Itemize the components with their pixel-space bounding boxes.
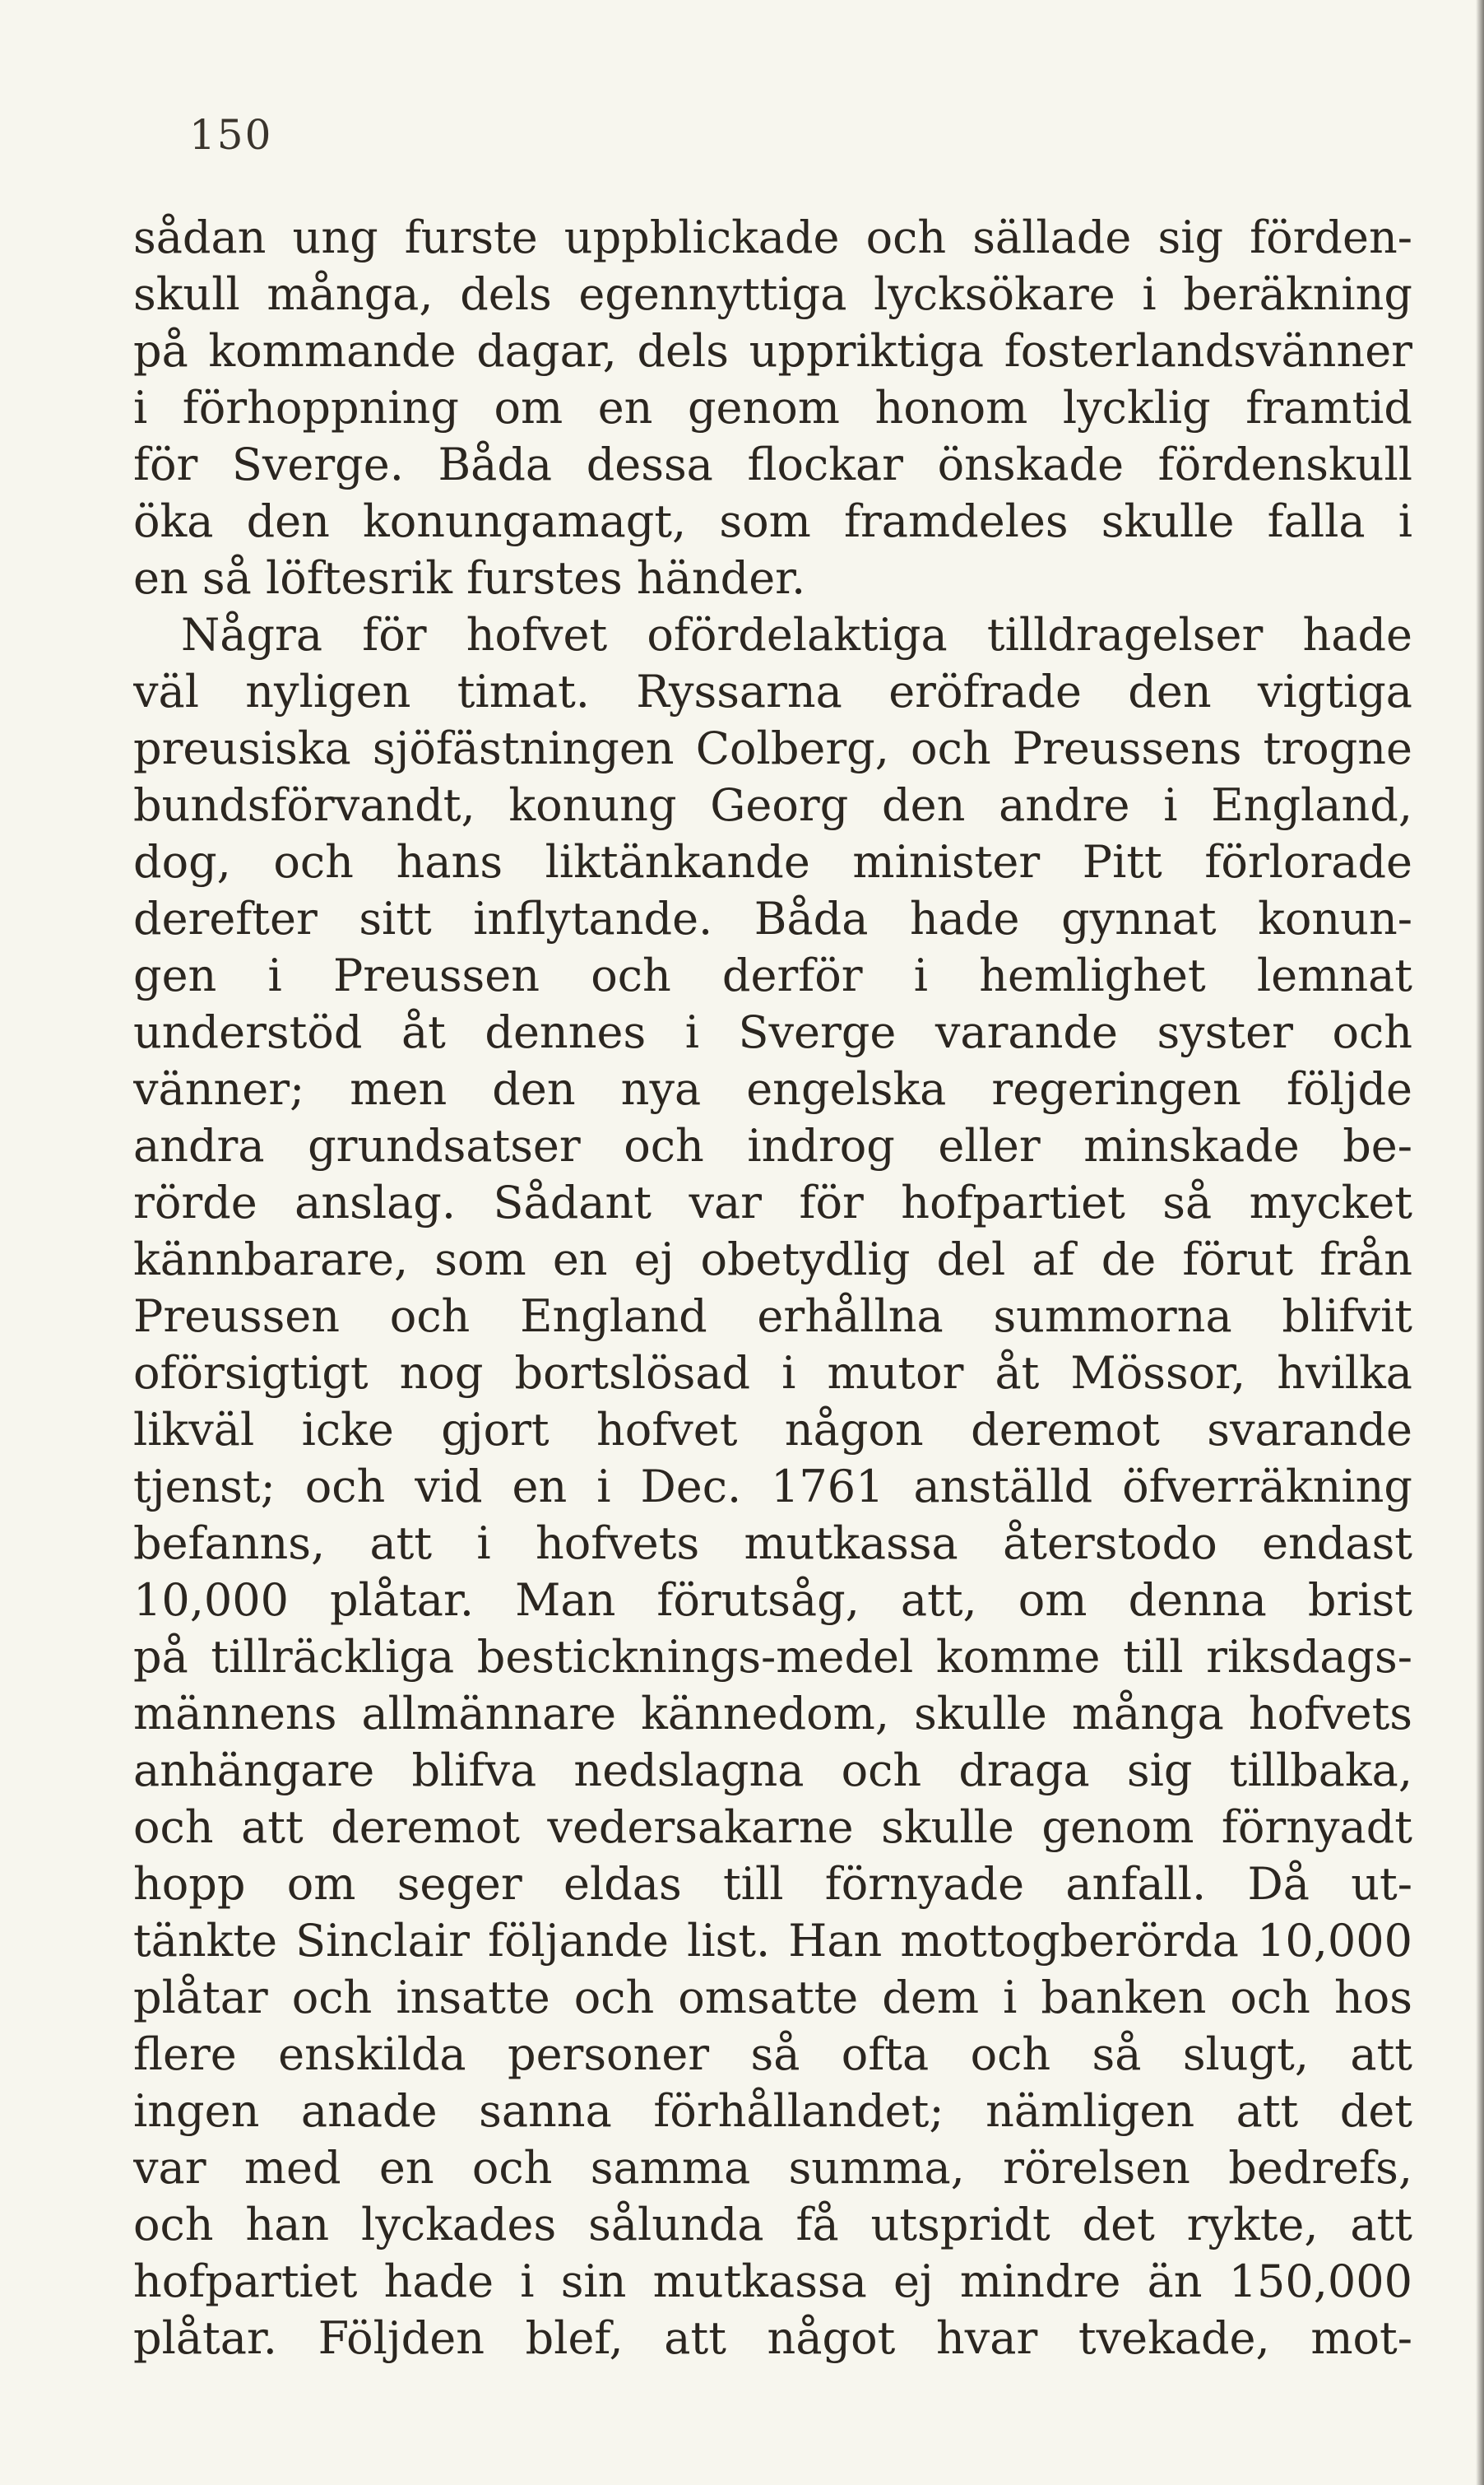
text-line: kännbarare, som en ej obetydlig del af de förut från	[133, 1233, 1412, 1285]
text-line: plåtar och insatte och omsatte dem i banken och hos	[133, 1972, 1412, 2023]
text-line: och att deremot vedersakarne skulle genom förnyadt	[133, 1801, 1412, 1853]
text-line: 10,000 plåtar. Man förutsåg, att, om denna brist	[133, 1574, 1412, 1626]
text-line: derefter sitt inflytande. Båda hade gynnat konun-	[133, 893, 1412, 945]
text-line: oförsigtigt nog bortslösad i mutor åt Mössor, hvilka	[133, 1347, 1412, 1399]
page-edge-shadow	[1476, 0, 1484, 2485]
text-line: bundsförvandt, konung Georg den andre i England,	[133, 779, 1412, 831]
text-line: andra grundsatser och indrog eller minskade be-	[133, 1120, 1412, 1172]
text-line: väl nyligen timat. Ryssarna eröfrade den vigtiga	[133, 666, 1412, 718]
text-line: skull många, dels egennyttiga lycksökare i beräkning	[133, 268, 1412, 320]
text-line: anhängare blifva nedslagna och draga sig tillbaka,	[133, 1744, 1412, 1796]
text-line: likväl icke gjort hofvet någon deremot svarande	[133, 1404, 1412, 1456]
text-line: Några för hofvet ofördelaktiga tilldragelser hade	[181, 609, 1412, 661]
text-line: vänner; men den nya engelska regeringen följde	[133, 1063, 1412, 1115]
text-line: ingen anade sanna förhållandet; nämligen att det	[133, 2085, 1412, 2137]
text-line: befanns, att i hofvets mutkassa återstodo endast	[133, 1517, 1412, 1569]
text-line: tjenst; och vid en i Dec. 1761 anställd öfverräkning	[133, 1461, 1412, 1512]
text-line: och han lyckades sålunda få utspridt det rykte, att	[133, 2199, 1412, 2250]
text-line: dog, och hans liktänkande minister Pitt förlorade	[133, 836, 1412, 888]
text-line: på kommande dagar, dels uppriktiga fosterlandsvänner	[133, 325, 1412, 377]
text-line: tänkte Sinclair följande list. Han mottogberörda 10,000	[133, 1915, 1412, 1967]
text-line: gen i Preussen och derför i hemlighet lemnat	[133, 950, 1412, 1001]
text-line: hopp om seger eldas till förnyade anfall. Då ut-	[133, 1858, 1412, 1910]
text-line: understöd åt dennes i Sverge varande syster och	[133, 1006, 1412, 1058]
text-line: en så löftesrik furstes händer.	[133, 552, 806, 604]
text-line: öka den konungamagt, som framdeles skulle falla i	[133, 495, 1412, 547]
text-line: för Sverge. Båda dessa flockar önskade fördenskull	[133, 439, 1412, 490]
text-line: flere enskilda personer så ofta och så slugt, att	[133, 2028, 1412, 2080]
text-line: rörde anslag. Sådant var för hofpartiet så mycket	[133, 1177, 1412, 1229]
text-line: var med en och samma summa, rörelsen bedrefs,	[133, 2142, 1412, 2194]
text-line: männens allmännare kännedom, skulle många hofvets	[133, 1688, 1412, 1740]
text-line: i förhoppning om en genom honom lycklig framtid	[133, 382, 1412, 434]
body-text	[133, 209, 1412, 2367]
text-line: plåtar. Följden blef, att något hvar tvekade, mot-	[133, 2312, 1412, 2364]
text-line: Preussen och England erhållna summorna blifvit	[133, 1290, 1412, 1342]
text-line: på tillräckliga besticknings-medel komme till riksdags-	[133, 1631, 1412, 1683]
text-line: preusiska sjöfästningen Colberg, och Preussens trogne	[133, 722, 1412, 774]
text-line: sådan ung furste uppblickade och sällade sig förden-	[133, 211, 1412, 263]
text-line: hofpartiet hade i sin mutkassa ej mindre än 150,000	[133, 2255, 1412, 2307]
page-number: 150	[189, 111, 273, 159]
